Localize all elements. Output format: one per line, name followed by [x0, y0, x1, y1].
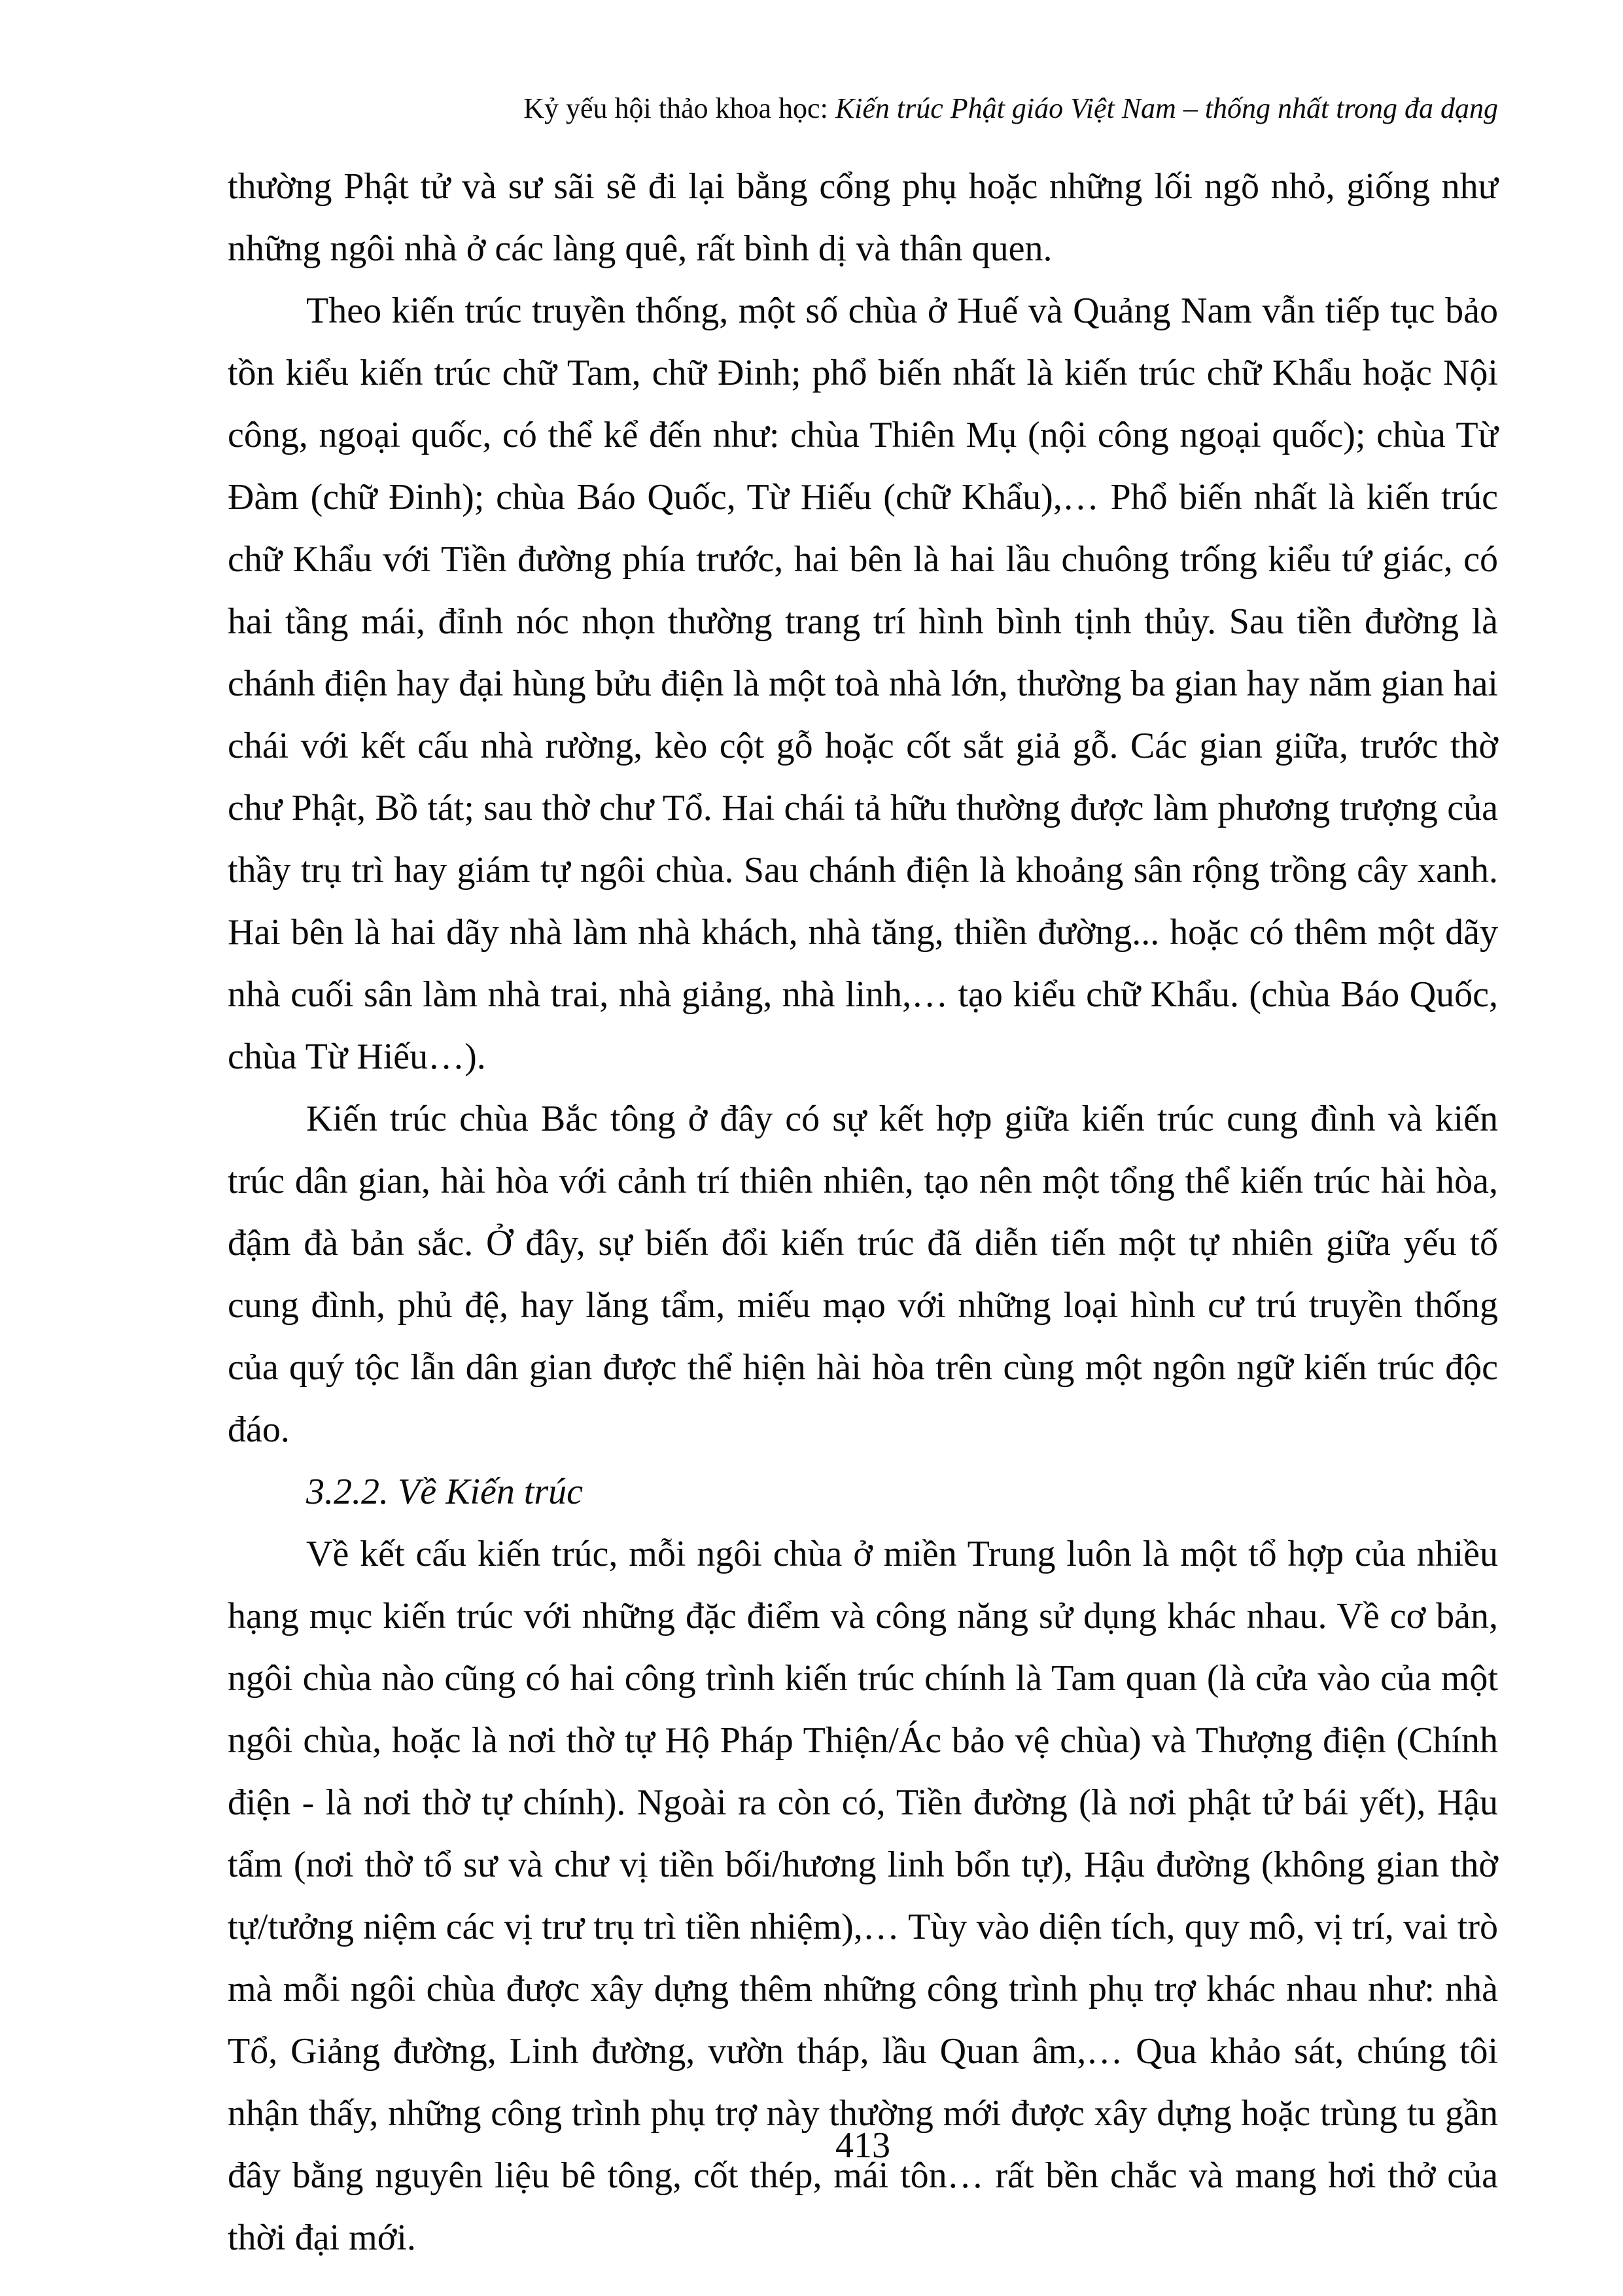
section-heading: 3.2.2. Về Kiến trúc	[306, 1472, 584, 1512]
running-header-prefix: Kỷ yếu hội thảo khoa học:	[523, 92, 835, 124]
paragraph: Theo kiến trúc truyền thống, một số chùa ở Huế và Quảng Nam vẫn tiếp tục bảo tồn kiểu kiến trúc chữ Tam, chữ Đinh; phổ biến nhất là kiến trúc chữ Khẩu hoặc Nội công, ngoại quốc, có thể kể đến như: chùa Thiên Mụ (nội công ngoại quốc); chùa Từ Đàm (chữ Đinh); chùa Báo Quốc, Từ Hiếu (chữ Khẩu),… Phổ biến nhất là kiến trúc chữ Khẩu với Tiền đường phía trước, hai bên là hai lầu chuông trống kiểu tứ giác, có hai tầng mái, đỉnh nóc nhọn thường trang trí hình bình tịnh thủy. Sau tiền đường là chánh điện hay đại hùng bửu điện là một toà nhà lớn, thường ba gian hay năm gian hai chái với kết cấu nhà rường, kèo cột gỗ hoặc cốt sắt giả gỗ. Các gian giữa, trước thờ chư Phật, Bồ tát; sau thờ chư Tổ. Hai chái tả hữu thường được làm phương trượng của thầy trụ trì hay giám tự ngôi chùa. Sau chánh điện là khoảng sân rộng trồng cây xanh. Hai bên là hai dãy nhà làm nhà khách, nhà tăng, thiền đường... hoặc có thêm một dãy nhà cuối sân làm nhà trai, nhà giảng, nhà linh,… tạo kiểu chữ Khẩu. (chùa Báo Quốc, chùa Từ Hiếu…).	[228, 291, 1498, 1077]
running-header	[228, 89, 1498, 128]
paragraph: thường Phật tử và sư sãi sẽ đi lại bằng cổng phụ hoặc những lối ngõ nhỏ, giống như những ngôi nhà ở các làng quê, rất bình dị và thân quen.	[228, 166, 1498, 269]
running-header-title: Kiến trúc Phật giáo Việt Nam – thống nhất trong đa dạng	[835, 92, 1498, 124]
page-body	[228, 156, 1498, 2269]
paragraph: Kiến trúc chùa Bắc tông ở đây có sự kết hợp giữa kiến trúc cung đình và kiến trúc dân gian, hài hòa với cảnh trí thiên nhiên, tạo nên một tổng thể kiến trúc hài hòa, đậm đà bản sắc. Ở đây, sự biến đổi kiến trúc đã diễn tiến một tự nhiên giữa yếu tố cung đình, phủ đệ, hay lăng tẩm, miếu mạo với những loại hình cư trú truyền thống của quý tộc lẫn dân gian được thể hiện hài hòa trên cùng một ngôn ngữ kiến trúc độc đáo.	[228, 1099, 1498, 1450]
paragraph: Về kết cấu kiến trúc, mỗi ngôi chùa ở miền Trung luôn là một tổ hợp của nhiều hạng mục kiến trúc với những đặc điểm và công năng sử dụng khác nhau. Về cơ bản, ngôi chùa nào cũng có hai công trình kiến trúc chính là Tam quan (là cửa vào của một ngôi chùa, hoặc là nơi thờ tự Hộ Pháp Thiện/Ác bảo vệ chùa) và Thượng điện (Chính điện - là nơi thờ tự chính). Ngoài ra còn có, Tiền đường (là nơi phật tử bái yết), Hậu tẩm (nơi thờ tổ sư và chư vị tiền bối/hương linh bổn tự), Hậu đường (không gian thờ tự/tưởng niệm các vị trư trụ trì tiền nhiệm),… Tùy vào diện tích, quy mô, vị trí, vai trò mà mỗi ngôi chùa được xây dựng thêm những công trình phụ trợ khác nhau như: nhà Tổ, Giảng đường, Linh đường, vườn tháp, lầu Quan âm,… Qua khảo sát, chúng tôi nhận thấy, những công trình phụ trợ này thường mới được xây dựng hoặc trùng tu gần đây bằng nguyên liệu bê tông, cốt thép, mái tôn… rất bền chắc và mang hơi thở của thời đại mới.	[228, 1534, 1498, 2258]
page-number: 413	[835, 2125, 890, 2166]
